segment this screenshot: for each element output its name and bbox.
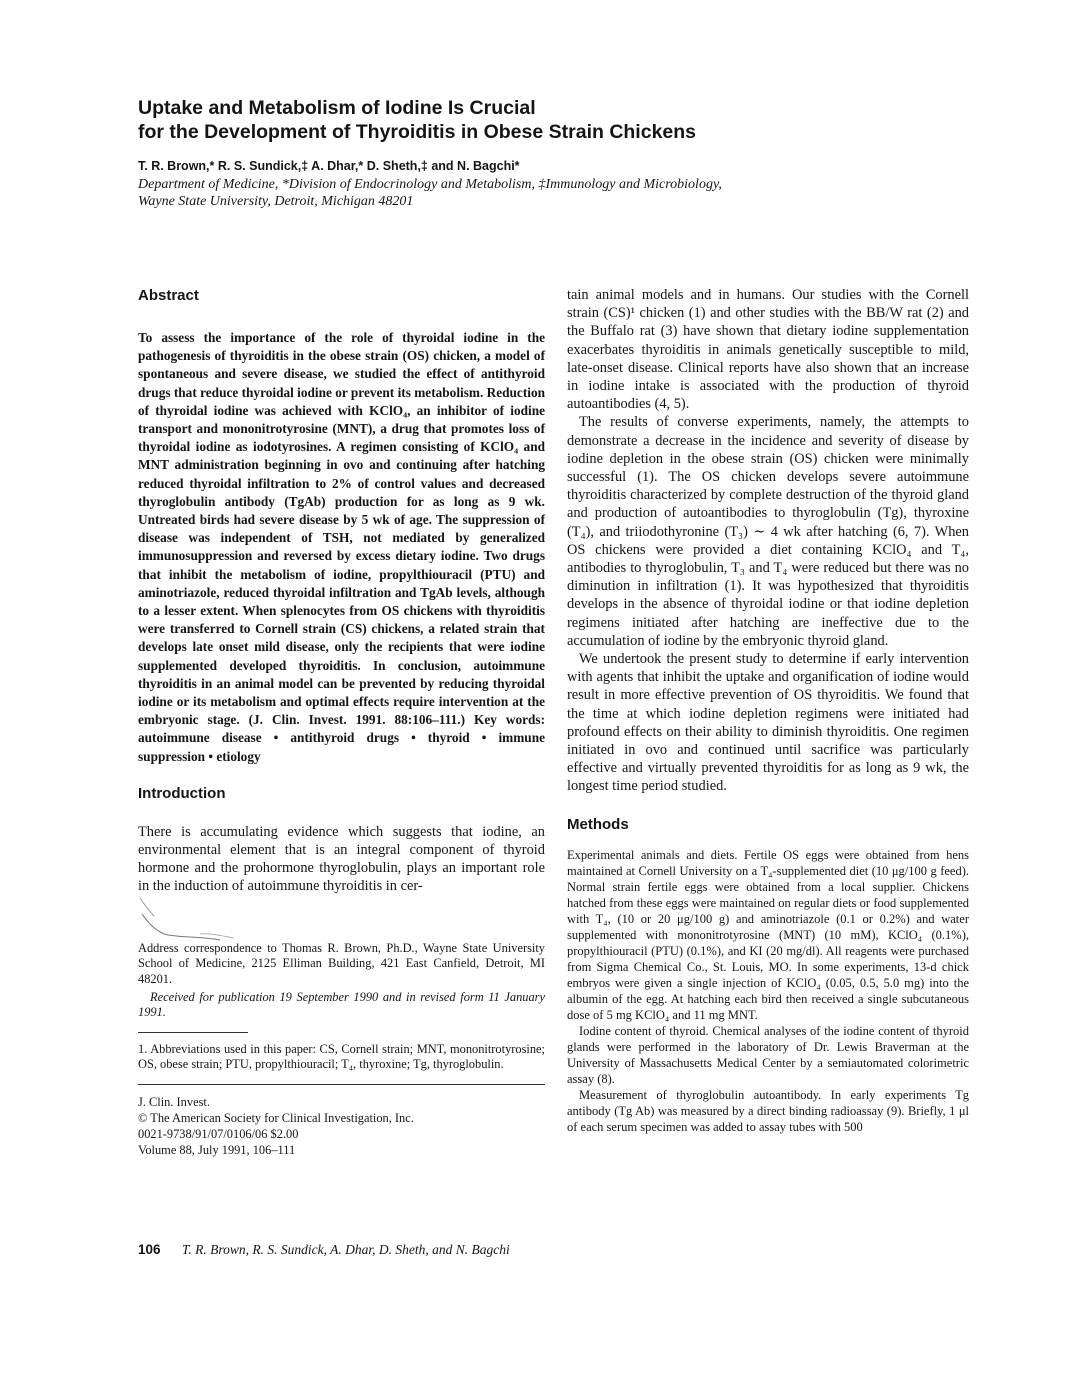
issn-line: 0021-9738/91/07/0106/06 $2.00 <box>138 1126 299 1141</box>
abbreviations-note: 1. Abbreviations used in this paper: CS, Cornell strain; MNT, mononitrotyrosine; OS, obese strain; PTU, propylthiouracil; T₄, thyroxine; Tg, thyroglobulin. <box>138 1041 545 1072</box>
footnotes <box>138 941 545 1021</box>
title-line-2: for the Development of Thyroiditis in Obese Strain Chickens <box>138 121 697 143</box>
copyright-line: © The American Society for Clinical Investigation, Inc. <box>138 1110 414 1125</box>
abstract-heading: Abstract <box>138 287 199 304</box>
page-footer <box>138 1241 978 1259</box>
page-number: 106 <box>138 1242 161 1257</box>
methods-paragraph-animals: Experimental animals and diets. Fertile OS eggs were obtained from hens maintained at Cornell University on a T₄-supplemented diet (10 μg/100 g feed). Normal strain fertile eggs were obtained from a local supplier. Chickens hatched from these eggs were maintained on regular diets or food supplemented with T₄, (10 or 20 μg/100 g) and aminotriazole (0.1 or 0.2%) and water supplemented with mononitrotyrosine (MNT) (10 mM), KClO₄ (0.1%), propylthiouracil (PTU) (0.1%), and KI (20 mg/dl). All reagents were purchased from Sigma Chemical Co., St. Louis, MO. In some experiments, 13-d chick embryos were given a single injection of KClO₄ (0.05, 0.5, 5.0 mg) into the albumin of the egg. At hatching each bird then received a single subcutaneous dose of 5 mg KClO₄ and 11 mg MNT. <box>567 847 969 1022</box>
introduction-paragraph-2: The results of converse experiments, namely, the attempts to demonstrate a decrease in the incidence and severity of disease by iodine depletion in the obese strain (OS) chicken were minimally successful (1). The OS chicken develops severe autoimmune thyroiditis characterized by complete destruction of the thyroid gland and production of autoantibodies to thyroglobulin (Tg), thyroxine (T₄), and triiodothyronine (T₃) ∼ 4 wk after hatching (6, 7). When OS chickens were provided a diet containing KClO₄ and T₄, antibodies to thyroglobulin, T₃ and T₄ were reduced but there was no diminution in infiltration (1). It was hypothesized that thyroiditis develops in the absence of thyroidal iodine or that iodine depletion regimens initiated after hatching are ineffective due to the accumulation of iodine by the embryonic thyroid gland. <box>567 414 969 649</box>
left-column <box>138 286 545 1158</box>
volume-line: Volume 88, July 1991, 106–111 <box>138 1142 296 1157</box>
methods-text <box>567 847 969 1135</box>
introduction-text-left: There is accumulating evidence which suggests that iodine, an environmental element that is an integral component of thyroid hormone and the prohormone thyroglobulin, plays an important role in the induction of autoimmune thyroiditis in cer- <box>138 823 545 895</box>
received-note: Received for publication 19 September 1990 and in revised form 11 January 1991. <box>138 989 545 1020</box>
methods-heading: Methods <box>567 815 629 833</box>
margin-pen-mark <box>138 896 545 941</box>
methods-paragraph-iodine: Iodine content of thyroid. Chemical analyses of the iodine content of thyroid glands were performed in the laboratory of Dr. Lewis Braverman at the University of Massachusetts Medical Center by a semiautomated colorimetric assay (8). <box>567 1023 969 1086</box>
journal-info-divider <box>138 1084 545 1085</box>
affiliation <box>138 176 978 210</box>
title-line-1: Uptake and Metabolism of Iodine Is Crucial <box>138 97 536 119</box>
abstract-text: To assess the importance of the role of thyroidal iodine in the pathogenesis of thyroiditis in the obese strain (OS) chicken, a model of spontaneous and severe disease, we studied the effect of antithyroid drugs that reduce thyroidal iodine or prevent its metabolism. Reduction of thyroidal iodine was achieved with KClO₄, an inhibitor of iodine transport and mononitrotyrosine (MNT), a drug that promotes loss of thyroidal iodine as iodotyrosines. A regimen consisting of KClO₄ and MNT administration beginning in ovo and continuing after hatching reduced thyroidal infiltration to 2% of control values and decreased thyroglobulin antibody (TgAb) production for as long as 9 wk. Untreated birds had severe disease by 5 wk of age. The suppression of disease was independent of TSH, not mediated by generalized immunosuppression and reversed by excess dietary iodine. Two drugs that inhibit the metabolism of iodine, propylthiouracil (PTU) and aminotriazole, reduced thyroidal infiltration and TgAb levels, although to a lesser extent. When splenocytes from OS chickens with thyroiditis were transferred to Cornell strain (CS) chickens, a related strain that develops late onset mild disease, only the recipients that were iodine supplemented developed thyroiditis. In conclusion, autoimmune thyroiditis in an animal model can be prevented by reducing thyroidal iodine or its metabolism and optimal effects require intervention at the embryonic stage. (J. Clin. Invest. 1991. 88:106–111.) Key words: autoimmune disease • antithyroid drugs • thyroid • immune suppression • etiology <box>138 330 545 764</box>
article-title <box>138 96 978 144</box>
footnote-divider <box>138 1032 248 1033</box>
methods-paragraph-antibody: Measurement of thyroglobulin autoantibody. In early experiments Tg antibody (Tg Ab) was measured by a direct binding radioassay (9). Briefly, 1 μl of each serum specimen was added to assay tubes with 500 <box>567 1087 969 1134</box>
right-column <box>567 286 969 1135</box>
abbreviations-footnote <box>138 1042 545 1073</box>
introduction-continued <box>567 286 969 796</box>
author-list: T. R. Brown,* R. S. Sundick,‡ A. Dhar,* D. Sheth,‡ and N. Bagchi* <box>138 159 520 173</box>
introduction-heading: Introduction <box>138 784 226 802</box>
introduction-paragraph-1: tain animal models and in humans. Our studies with the Cornell strain (CS)¹ chicken (1) and other studies with the BB/W rat (2) and the Buffalo rat (3) have shown that dietary iodine supplementation exacerbates thyroiditis in animals genetically susceptible to mild, late-onset disease. Clinical reports have also shown that an increase in iodine intake is associated with the production of thyroid autoantibodies (4, 5). <box>567 287 969 413</box>
affiliation-line-1: Department of Medicine, *Division of Endocrinology and Metabolism, ‡Immunology and Microbiology, <box>138 177 722 192</box>
running-footer: T. R. Brown, R. S. Sundick, A. Dhar, D. Sheth, and N. Bagchi <box>181 1242 510 1257</box>
journal-info <box>138 1094 545 1158</box>
affiliation-line-2: Wayne State University, Detroit, Michigan 48201 <box>138 194 414 209</box>
correspondence-note: Address correspondence to Thomas R. Brown, Ph.D., Wayne State University School of Medicine, 2125 Elliman Building, 421 East Canfield, Detroit, MI 48201. <box>138 940 545 986</box>
journal-name: J. Clin. Invest. <box>138 1094 210 1109</box>
introduction-paragraph-3: We undertook the present study to determine if early intervention with agents that inhibit the uptake and organification of iodine would result in more effective prevention of OS thyroiditis. We found that the time at which iodine depletion regimens were initiated had profound effects on their ability to diminish thyroiditis. One regimen initiated in ovo and continued until sacrifice was particularly effective and virtually prevented thyroiditis for as long as 9 wk, the longest time period studied. <box>567 651 969 795</box>
